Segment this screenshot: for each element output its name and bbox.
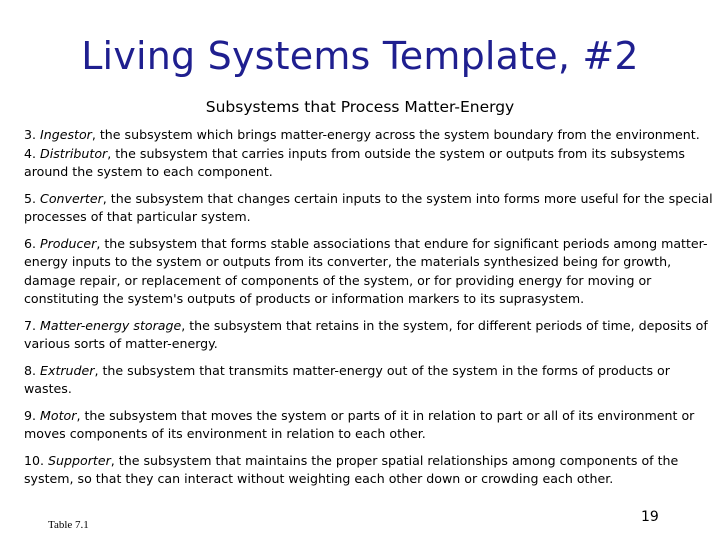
item-text: , the subsystem that maintains the proper spatial relationships among components of the system, so that they can interact without weighting each other down or crowding each other. bbox=[24, 452, 679, 486]
item-number: 6. bbox=[24, 235, 41, 251]
item-term: Supporter bbox=[48, 452, 111, 468]
list-item bbox=[24, 407, 714, 444]
list-item bbox=[24, 362, 714, 399]
list-item bbox=[24, 190, 714, 227]
item-text: , the subsystem that carries inputs from outside the system or outputs from its subsystems around the system to each component. bbox=[24, 145, 685, 179]
item-text: , the subsystem that moves the system or parts of it in relation to part or all of its environment or moves components of its environment in relation to each other. bbox=[24, 407, 695, 441]
list-item bbox=[24, 145, 714, 182]
list-item bbox=[24, 126, 714, 145]
list-item bbox=[24, 317, 714, 354]
list-item bbox=[24, 235, 714, 309]
item-number: 3. bbox=[24, 127, 41, 142]
item-text: , the subsystem that retains in the system, for different periods of time, deposits of various sorts of matter-energy. bbox=[24, 317, 708, 351]
item-text: , the subsystem that forms stable associations that endure for significant periods among matter-energy inputs to the system or outputs from its converter, the materials synthesized being for growth, damage repair, or replacement of components of the system, or for providing energy for moving or constituting the system's outputs of products or information markers to its suprasystem. bbox=[24, 235, 708, 306]
page-number: 19 bbox=[641, 509, 659, 525]
item-number: 10. bbox=[24, 452, 49, 468]
item-term: Matter-energy storage bbox=[40, 317, 182, 333]
subsystem-list bbox=[24, 126, 714, 489]
list-item bbox=[24, 452, 714, 489]
item-number: 4. bbox=[24, 145, 41, 161]
item-term: Extruder bbox=[40, 362, 95, 378]
item-text: , the subsystem which brings matter-energy across the system boundary from the environment. bbox=[91, 127, 700, 142]
item-text: , the subsystem that transmits matter-energy out of the system in the forms of products or wastes. bbox=[24, 362, 670, 396]
slide-title: Living Systems Template, #2 bbox=[81, 34, 639, 78]
item-term: Distributor bbox=[40, 145, 108, 161]
table-label: Table 7.1 bbox=[48, 519, 89, 531]
item-number: 9. bbox=[24, 407, 41, 423]
item-term: Producer bbox=[40, 235, 97, 251]
item-term: Motor bbox=[40, 407, 77, 423]
item-number: 5. bbox=[24, 190, 41, 206]
item-term: Ingestor bbox=[40, 127, 92, 142]
item-number: 7. bbox=[24, 317, 41, 333]
item-term: Converter bbox=[40, 190, 103, 206]
item-text: , the subsystem that changes certain inputs to the system into forms more useful for the special processes of that particular system. bbox=[24, 190, 713, 224]
item-number: 8. bbox=[24, 362, 41, 378]
slide-subtitle: Subsystems that Process Matter-Energy bbox=[205, 98, 515, 116]
